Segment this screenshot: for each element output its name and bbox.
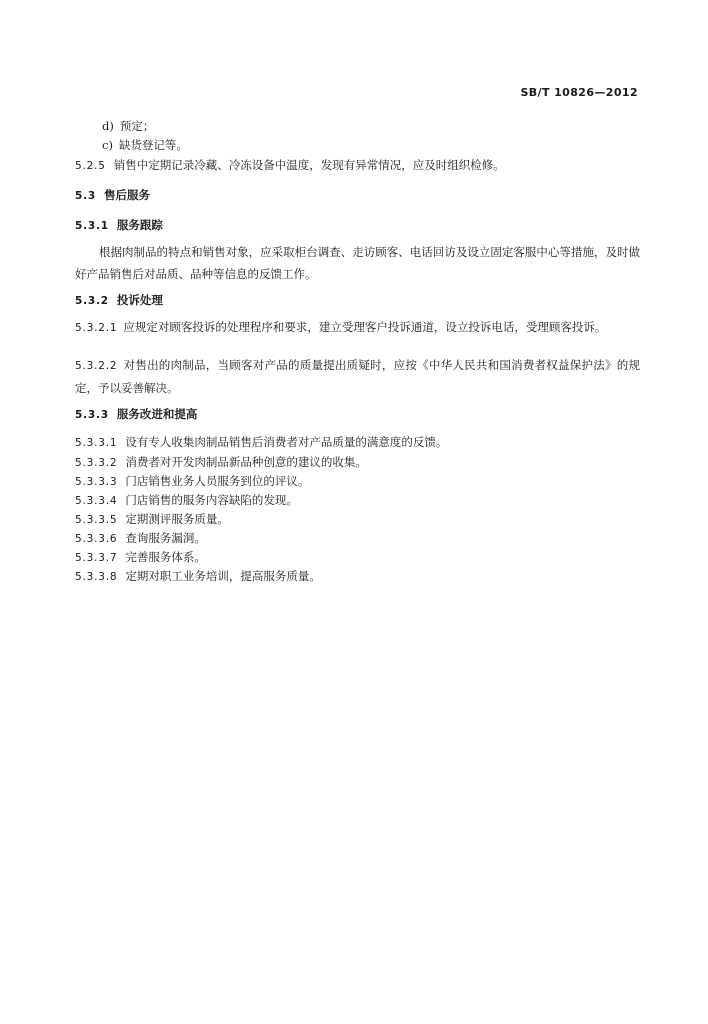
- clause-text: 查询服务漏洞。: [125, 531, 206, 545]
- clause-number: 5.3.3.5: [75, 514, 118, 526]
- clause-5-2-5: [75, 157, 505, 174]
- clause-text: 门店销售的服务内容缺陷的发现。: [125, 493, 298, 507]
- clause-5-3-3-4: [75, 492, 298, 509]
- clause-number: 5.3.3.3: [75, 476, 118, 488]
- clause-text: 完善服务体系。: [125, 550, 206, 564]
- list-item-d: [102, 118, 154, 134]
- clause-text: 设有专人收集肉制品销售后消费者对产品质量的满意度的反馈。: [125, 435, 448, 449]
- clause-text: 门店销售业务人员服务到位的评议。: [125, 474, 310, 488]
- section-heading-5-3-1: [75, 217, 163, 234]
- clause-5-3-3-2: [75, 454, 367, 471]
- clause-number: 5.3.3.4: [75, 495, 118, 507]
- section-heading-5-3-2: [75, 292, 163, 309]
- standard-code-header: SB/T 10826—2012: [520, 86, 638, 99]
- section-number: 5.3.3: [75, 409, 109, 421]
- section-5-3-1-body: 根据肉制品的特点和销售对象，应采取柜台调查、走访顾客、电话回访及设立固定客服中心等措施，及时做好产品销售后对品质、品种等信息的反馈工作。: [75, 245, 640, 281]
- clause-number: 5.3.3.6: [75, 533, 118, 545]
- list-item-text: 预定；: [119, 119, 155, 133]
- clause-5-3-3-3: [75, 473, 309, 490]
- clause-number: 5.3.3.7: [75, 552, 118, 564]
- clause-text: 消费者对开发肉制品新品种创意的建议的收集。: [125, 455, 367, 469]
- section-number: 5.3.1: [75, 220, 109, 232]
- list-item-label: d): [102, 119, 114, 133]
- list-item-c: [102, 137, 188, 153]
- clause-5-3-3-5: [75, 511, 229, 528]
- clause-5-3-3-7: [75, 549, 206, 566]
- section-heading-5-3-3: [75, 406, 197, 423]
- section-number: 5.3: [75, 190, 97, 202]
- section-title: 售后服务: [104, 188, 151, 202]
- clause-number: 5.3.3.2: [75, 457, 118, 469]
- section-title: 投诉处理: [116, 293, 163, 307]
- clause-number: 5.3.3.8: [75, 571, 118, 583]
- clause-text: 销售中定期记录冷藏、冷冻设备中温度，发现有异常情况，应及时组织检修。: [113, 158, 505, 172]
- clause-number: 5.3.3.1: [75, 437, 118, 449]
- clause-text: 应规定对顾客投诉的处理程序和要求，建立受理客户投诉通道，设立投诉电话，受理顾客投诉。: [123, 320, 607, 334]
- clause-5-3-2-2: [75, 354, 640, 399]
- clause-number: 5.3.2.2: [75, 360, 118, 372]
- section-number: 5.3.2: [75, 295, 109, 307]
- clause-5-3-2-1: [75, 316, 640, 339]
- clause-number: 5.2.5: [75, 160, 106, 172]
- clause-number: 5.3.2.1: [75, 322, 118, 334]
- clause-5-3-3-1: [75, 434, 447, 451]
- list-item-text: 缺货登记等。: [118, 138, 188, 152]
- clause-5-3-3-6: [75, 530, 206, 547]
- clause-text: 定期测评服务质量。: [125, 512, 229, 526]
- section-heading-5-3: [75, 187, 150, 204]
- section-title: 服务跟踪: [116, 218, 163, 232]
- clause-text: 定期对职工业务培训，提高服务质量。: [125, 569, 321, 583]
- clause-text: 对售出的肉制品，当顾客对产品的质量提出质疑时，应按《中华人民共和国消费者权益保护法》的规定，予以妥善解决。: [75, 358, 640, 395]
- list-item-label: c): [102, 138, 113, 152]
- section-title: 服务改进和提高: [116, 407, 198, 421]
- clause-5-3-3-8: [75, 568, 321, 585]
